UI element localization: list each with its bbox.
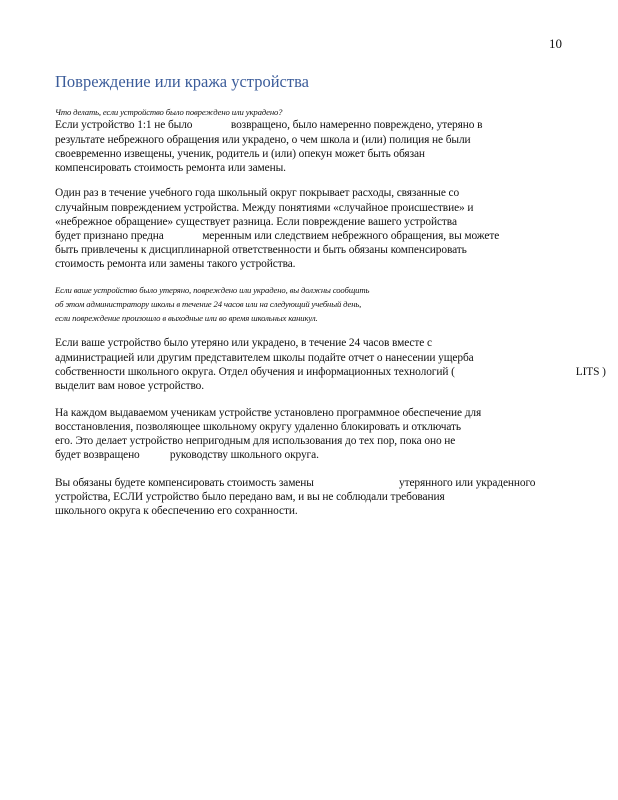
paragraph-2-line: быть привлечены к дисциплинарной ответственности и быть обязаны компенсировать	[55, 244, 467, 256]
paragraph-3-line: Если ваше устройство было утеряно или украдено, в течение 24 часов вместе с	[55, 337, 432, 349]
paragraph-2-line: случайным повреждением устройства. Между понятиями «случайное происшествие» и	[55, 202, 474, 214]
page-number: 10	[549, 36, 562, 51]
page-heading: Повреждение или кража устройства	[55, 72, 309, 91]
paragraph-5-line: устройства, ЕСЛИ устройство было передано вам, и вы не соблюдали требования	[55, 491, 445, 503]
paragraph-4-line: его. Это делает устройство непригодным для использования до тех пор, пока оно не	[55, 435, 456, 447]
italic-note-line: если повреждение произошло в выходные или во время школьных каникул.	[55, 313, 318, 323]
paragraph-1-line: результате небрежного обращения или украдено, о чем школа и (или) полиция не были	[55, 134, 471, 146]
paragraph-4-line: восстановления, позволяющее школьному округу удаленно блокировать и отключать	[55, 421, 461, 433]
italic-note-line: Если ваше устройство было утеряно, повреждено или украдено, вы должны сообщить	[55, 285, 370, 295]
paragraph-1-line: своевременно извещены, ученик, родитель и (или) опекун может быть обязан	[55, 148, 425, 160]
paragraph-2-line: будет признано предна меренным или следствием небрежного обращения, вы можете	[55, 230, 500, 242]
paragraph-3-line: выделит вам новое устройство.	[55, 380, 204, 392]
italic-note-line: об этом администратору школы в течение 24 часов или на следующий учебный день,	[55, 299, 362, 309]
paragraph-2-line: Один раз в течение учебного года школьный округ покрывает расходы, связанные со	[55, 187, 460, 199]
paragraph-3-line: собственности школьного округа. Отдел обучения и информационных технологий ( LITS )	[55, 366, 606, 378]
paragraph-1-line: компенсировать стоимость ремонта или замены.	[55, 162, 286, 174]
paragraph-3-line: администрацией или другим представителем школы подайте отчет о нанесении ущерба	[55, 352, 474, 364]
paragraph-1-line: Если устройство 1:1 не было возвращено, было намеренно повреждено, утеряно в	[55, 119, 483, 131]
question-line: Что делать, если устройство было повреждено или украдено?	[55, 107, 283, 117]
paragraph-4-line: На каждом выдаваемом ученикам устройстве установлено программное обеспечение для	[55, 407, 482, 419]
paragraph-4-line: будет возвращено руководству школьного округа.	[55, 449, 319, 461]
paragraph-5-line: школьного округа к обеспечению его сохранности.	[55, 505, 298, 517]
paragraph-5-line: Вы обязаны будете компенсировать стоимость замены утерянного или украденного	[55, 477, 536, 489]
paragraph-2-line: стоимость ремонта или замены такого устройства.	[55, 258, 296, 270]
paragraph-2-line: «небрежное обращение» существует разница. Если повреждение вашего устройства	[55, 216, 457, 228]
